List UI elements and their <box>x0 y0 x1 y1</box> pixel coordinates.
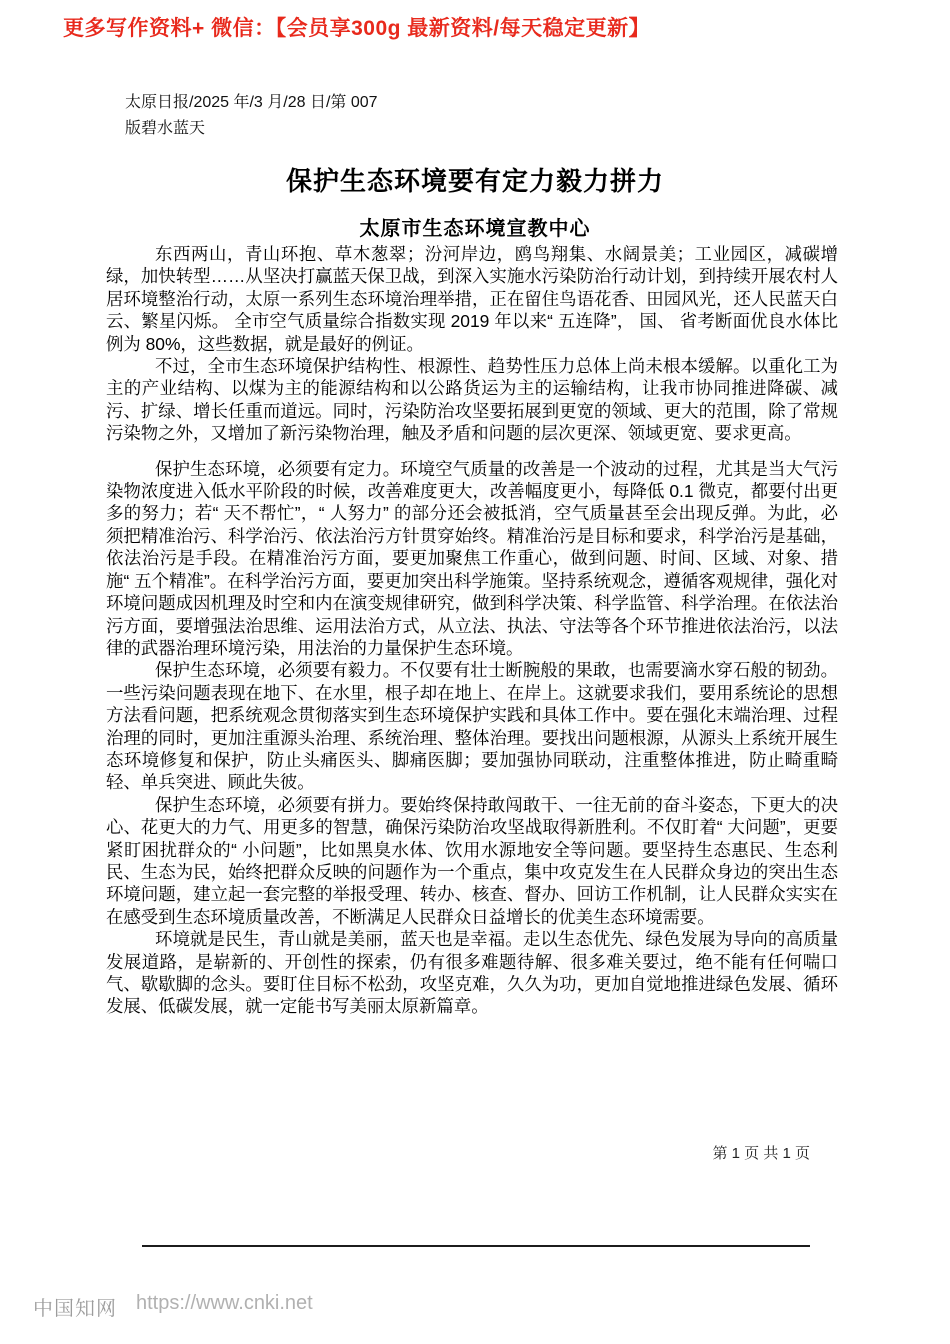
doc-source-line: 太原日报/2025 年/3 月/28 日/第 007 <box>125 94 378 111</box>
article-title: 保护生态环境要有定力毅力拼力 <box>285 166 664 196</box>
doc-header <box>125 90 378 142</box>
cnki-watermark-url: https://www.cnki.net <box>136 1292 313 1314</box>
article-paragraph: 环境就是民生，青山就是美丽，蓝天也是幸福。走以生态优先、绿色发展为导向的高质量发展道路，是崭新的、开创性的探索，仍有很多难题待解、很多难关要过，绝不能有任何喘口气、歇歇脚的念头。要盯住目标不松劲，攻坚克难，久久为功，更加自觉地推进绿色发展、循环发展、低碳发展，就一定能书写美丽太原新篇章。 <box>106 929 838 1017</box>
article-body <box>106 243 838 1018</box>
doc-edition-line: 版碧水蓝天 <box>125 120 206 137</box>
footer-divider <box>142 1245 810 1247</box>
article-paragraph: 保护生态环境，必须要有毅力。不仅要有壮士断腕般的果敢，也需要滴水穿石般的韧劲。一些污染问题表现在地下、在水里，根子却在地上、在岸上。这就要求我们，要用系统论的思想方法看问题，把系统观念贯彻落实到生态环境保护实践和具体工作中。要在强化末端治理、过程治理的同时，更加注重源头治理、系统治理、整体治理。要找出问题根源，从源头上系统开展生态环境修复和保护，防止头痛医头、脚痛医脚；要加强协同联动，注重整体推进，防止畸重畸轻、单兵突进、顾此失彼。 <box>106 660 838 793</box>
article-paragraph: 不过，全市生态环境保护结构性、根源性、趋势性压力总体上尚未根本缓解。以重化工为主的产业结构、以煤为主的能源结构和以公路货运为主的运输结构，让我市协同推进降碳、减污、扩绿、增长任重而道远。同时，污染防治攻坚要拓展到更宽的领域、更大的范围，除了常规污染物之外，又增加了新污染物治理，触及矛盾和问题的层次更深、领域更宽、要求更高。 <box>106 356 838 444</box>
promo-banner: 更多写作资料+ 微信：【会员享300g 最新资料/每天稳定更新】 <box>63 17 651 40</box>
article-paragraph: 保护生态环境，必须要有定力。环境空气质量的改善是一个波动的过程，尤其是当大气污染物浓度进入低水平阶段的时候，改善难度更大，改善幅度更小，每降低 0.1 微克，都要付出更多的努力；若“ 天不帮忙”，“ 人努力” 的部分还会被抵消，空气质量甚至会出现反弹。为此，必须把精准治污、科学治污、依法治污方针贯穿始终。精准治污是目标和要求，科学治污是基础，依法治污是手段。在精准治污方面，要更加聚焦工作重心，做到问题、时间、区域、对象、措施“ 五个精准”。在科学治污方面，要更加突出科学施策。坚持系统观念，遵循客观规律，强化对环境问题成因机理及时空和内在演变规律研究，做到科学决策、科学监管、科学治理。在依法治污方面，要增强法治思维、运用法治方式，从立法、执法、守法等各个环节推进依法治污，以法律的武器治理环境污染，用法治的力量保护生态环境。 <box>106 458 838 658</box>
article-byline: 太原市生态环境宣教中心 <box>359 218 591 240</box>
page-indicator: 第 1 页 共 1 页 <box>712 1145 810 1162</box>
article-paragraph: 东西两山，青山环抱、草木葱翠；汾河岸边，鸥鸟翔集、水阔景美；工业园区，减碳增绿，加快转型……从坚决打赢蓝天保卫战，到深入实施水污染防治行动计划，到持续开展农村人居环境整治行动，太原一系列生态环境治理举措，正在留住鸟语花香、田园风光，还人民蓝天白云、繁星闪烁。 全市空气质量综合指数实现 2019 年以来“ 五连降”， 国、 省考断面优良水体比例为 80%，这些数据，就是最好的例证。 <box>106 244 838 354</box>
cnki-watermark-name: 中国知网 <box>33 1298 117 1320</box>
article-paragraph: 保护生态环境，必须要有拼力。要始终保持敢闯敢干、一往无前的奋斗姿态，下更大的决心、花更大的力气、用更多的智慧，确保污染防治攻坚战取得新胜利。不仅盯着“ 大问题”，更要紧盯困扰群众的“ 小问题”，比如黑臭水体、饮用水源地安全等问题。要坚持生态惠民、生态利民、生态为民，始终把群众反映的问题作为一个重点，集中攻克发生在人民群众身边的突出生态环境问题，建立起一套完整的举报受理、转办、核查、督办、回访工作机制，让人民群众实实在在感受到生态环境质量改善，不断满足人民群众日益增长的优美生态环境需要。 <box>106 794 838 927</box>
